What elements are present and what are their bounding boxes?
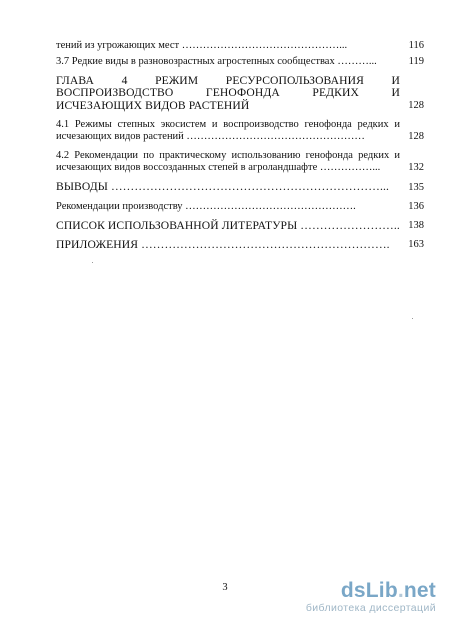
toc-entry-page: 136 (408, 200, 424, 212)
toc-entry-text: 4.1 Режимы степных экосистем и воспроизводство генофонда редких и исчезающих видов растений …………………………………………… (56, 119, 400, 143)
watermark-logo-tld: net (403, 579, 436, 602)
scan-speck (412, 318, 413, 319)
toc-entry-text: тений из угрожающих мест ………………………………………... (56, 40, 348, 51)
toc-entry-page: 138 (408, 220, 424, 232)
toc-entry-recommendations (56, 201, 424, 213)
toc-entry-page: 163 (408, 239, 424, 251)
toc-entry-text: 4.2 Рекомендации по практическому использованию генофонда редких и исчезающих видов воссозданных степей в агроландшафте ……………... (56, 150, 400, 174)
toc-entry-text: Рекомендации производству …………………………………………. (56, 200, 356, 212)
toc-entry-chapter-4 (56, 75, 424, 112)
toc-entry-page: 135 (408, 181, 424, 193)
toc-entry-page: 116 (408, 40, 424, 51)
watermark-logo (306, 580, 436, 602)
toc-entry-conclusions (56, 181, 424, 193)
watermark-subtitle: библиотека диссертаций (305, 602, 436, 614)
toc-entry-116 (56, 40, 424, 52)
toc-entry-text: ПРИЛОЖЕНИЯ ………………………………………………………. (56, 238, 390, 252)
toc-entry-text: ВЫВОДЫ ……………………………………………………………... (56, 180, 389, 194)
toc-entry-appendices (56, 239, 424, 251)
toc-entry-references (56, 220, 424, 232)
scan-speck (92, 262, 93, 263)
toc-entry-3-7 (56, 56, 424, 68)
toc-entry-page: 128 (408, 100, 424, 112)
toc-entry-page: 128 (408, 131, 424, 143)
watermark-logo-dot: . (397, 579, 404, 602)
table-of-contents (56, 40, 424, 255)
toc-entry-4-2 (56, 150, 424, 174)
page-number: 3 (222, 582, 228, 593)
toc-entry-text: ГЛАВА 4 РЕЖИМ РЕСУРСОПОЛЬЗОВАНИЯ И ВОСПРОИЗВОДСТВО ГЕНОФОНДА РЕДКИХ И ИСЧЕЗАЮЩИХ ВИДОВ РАСТЕНИЙ (56, 74, 400, 112)
dslib-watermark (306, 580, 436, 615)
watermark-logo-main: dsLib (340, 579, 398, 602)
toc-entry-text: СПИСОК ИСПОЛЬЗОВАННОЙ ЛИТЕРАТУРЫ …………………….. (56, 218, 400, 232)
toc-entry-text: 3.7 Редкие виды в разновозрастных агростепных сообществах ………... (56, 56, 377, 67)
toc-entry-4-1 (56, 119, 424, 143)
toc-entry-page: 132 (408, 162, 424, 174)
toc-entry-page: 119 (408, 56, 424, 67)
